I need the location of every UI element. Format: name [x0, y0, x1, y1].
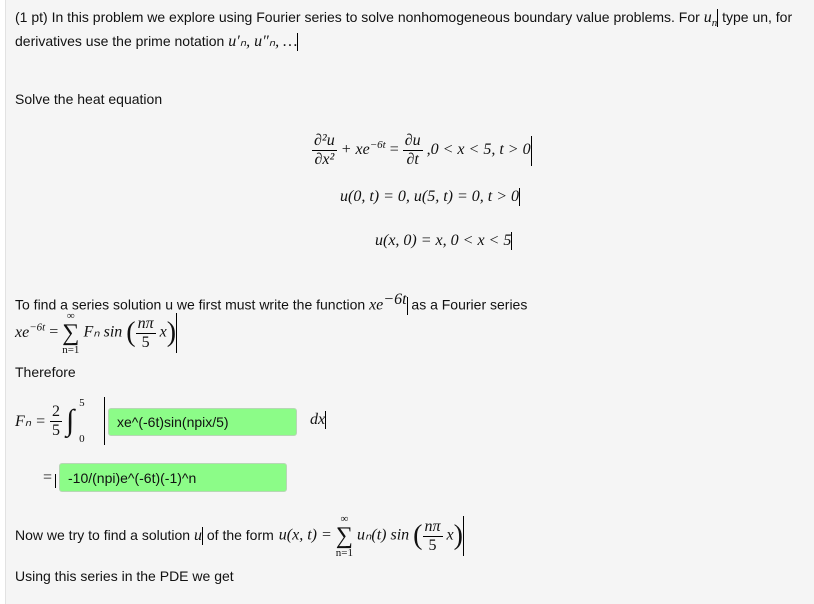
- solution-line: [15, 506, 464, 566]
- fourier-expansion: $xe^{-6t}$ = ∞ ∑ n=1 Fₙ sin ( $\frac{n\pi}{5}$ x): [15, 310, 177, 356]
- solution-form: u(x, t) = ∞ ∑ n=1 uₙ(t) sin ( $\frac{n\pi}{5}$ x): [278, 513, 463, 559]
- equals-sign: =: [43, 469, 53, 486]
- fn-result-answer-input[interactable]: -10/(npi)e^(-6t)(-1)^n: [59, 463, 287, 492]
- pde-equation: $\frac{\text{∂²u}}{\text{∂x²}}$ + $xe^{-6t}$ = $\frac{\partial u}{\partial t}$ ,0 < x < 5, t > 0: [314, 132, 531, 168]
- using-series-label: Using this series in the PDE we get: [15, 568, 234, 584]
- integral-lower-limit: 0: [79, 433, 85, 445]
- series-intro: To find a series solution u we first must write the function $xe^{-6t}$ as a Fourier series: [15, 291, 528, 314]
- therefore-label: Therefore: [15, 364, 76, 380]
- solve-label: Solve the heat equation: [15, 91, 163, 107]
- dx-label: dx: [310, 411, 326, 428]
- integral-upper-limit: 5: [79, 397, 85, 409]
- boundary-conditions: u(0, t) = 0, u(5, t) = 0, t > 0: [340, 188, 520, 205]
- initial-condition: u(x, 0) = x, 0 < x < 5: [375, 232, 512, 249]
- integral-sign: ∫: [65, 404, 75, 437]
- intro-line-1: (1 pt) In this problem we explore using Fourier series to solve nonhomogeneous boundary value problems. For $u_n$ type un, for: [15, 9, 793, 29]
- integrand-answer-input[interactable]: xe^(-6t)sin(npix/5): [108, 408, 297, 436]
- fn-formula: Fₙ = $\frac{2}{5}$ ∫ 5 0: [15, 397, 85, 445]
- intro-line-2: derivatives use the prime notation u′ₙ, u″ₙ, …: [15, 33, 298, 50]
- solution-intro: Now we try to find a solution u of the form: [15, 526, 274, 544]
